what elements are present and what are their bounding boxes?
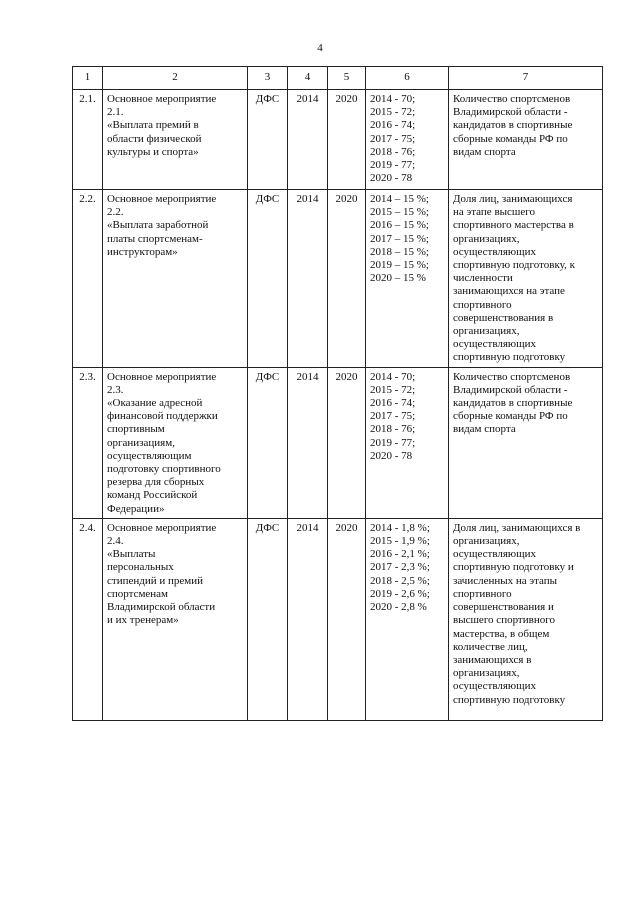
row-number: 2.1. xyxy=(73,90,103,190)
table-row xyxy=(73,90,603,190)
start-year: 2014 xyxy=(288,367,328,518)
table-row xyxy=(73,518,603,720)
header-cell-5: 5 xyxy=(328,67,366,90)
page-number: 4 xyxy=(317,42,323,54)
header-cell-4: 4 xyxy=(288,67,328,90)
event-name: Основное мероприятие 2.3. «Оказание адресной финансовой поддержки спортивным организациям, осуществляющим подготовку спортивного резерва для сборных команд Российской Федерации» xyxy=(103,367,248,518)
row-number: 2.2. xyxy=(73,190,103,368)
header-cell-7: 7 xyxy=(449,67,603,90)
end-year: 2020 xyxy=(328,190,366,368)
row-number: 2.3. xyxy=(73,367,103,518)
header-cell-6: 6 xyxy=(366,67,449,90)
row-number: 2.4. xyxy=(73,518,103,720)
indicator-text: Доля лиц, занимающихся на этапе высшего спортивного мастерства в организациях, осуществляющих спортивную подготовку, к численности занимающихся на этапе спортивного совершенствования в организациях, осуществляющих спортивную подготовку xyxy=(449,190,603,368)
indicator-text: Количество спортсменов Владимирской области - кандидатов в спортивные сборные команды РФ по видам спорта xyxy=(449,90,603,190)
table-row xyxy=(73,367,603,518)
event-name: Основное мероприятие 2.2. «Выплата заработной платы спортсменам- инструкторам» xyxy=(103,190,248,368)
header-cell-3: 3 xyxy=(248,67,288,90)
target-values: 2014 – 15 %; 2015 – 15 %; 2016 – 15 %; 2017 – 15 %; 2018 – 15 %; 2019 – 15 %; 2020 – 15 % xyxy=(366,190,449,368)
executor: ДФС xyxy=(248,90,288,190)
header-cell-2: 2 xyxy=(103,67,248,90)
table-row xyxy=(73,190,603,368)
indicator-text: Доля лиц, занимающихся в организациях, осуществляющих спортивную подготовку и зачисленных на этапы спортивного совершенствования и высшего спортивного мастерства, в общем количестве лиц, занимающихся в организациях, осуществляющих спортивную подготовку xyxy=(449,518,603,720)
end-year: 2020 xyxy=(328,90,366,190)
start-year: 2014 xyxy=(288,190,328,368)
executor: ДФС xyxy=(248,190,288,368)
end-year: 2020 xyxy=(328,518,366,720)
target-values: 2014 - 1,8 %; 2015 - 1,9 %; 2016 - 2,1 %; 2017 - 2,3 %; 2018 - 2,5 %; 2019 - 2,6 %; 2020 - 2,8 % xyxy=(366,518,449,720)
target-values: 2014 - 70; 2015 - 72; 2016 - 74; 2017 - 75; 2018 - 76; 2019 - 77; 2020 - 78 xyxy=(366,90,449,190)
header-row xyxy=(73,67,603,90)
event-name: Основное мероприятие 2.4. «Выплаты персональных стипендий и премий спортсменам Владимирской области и их тренерам» xyxy=(103,518,248,720)
indicator-text: Количество спортсменов Владимирской области - кандидатов в спортивные сборные команды РФ по видам спорта xyxy=(449,367,603,518)
target-values: 2014 - 70; 2015 - 72; 2016 - 74; 2017 - 75; 2018 - 76; 2019 - 77; 2020 - 78 xyxy=(366,367,449,518)
executor: ДФС xyxy=(248,367,288,518)
start-year: 2014 xyxy=(288,90,328,190)
end-year: 2020 xyxy=(328,367,366,518)
header-cell-1: 1 xyxy=(73,67,103,90)
event-name: Основное мероприятие 2.1. «Выплата премий в области физической культуры и спорта» xyxy=(103,90,248,190)
program-table xyxy=(72,66,603,721)
executor: ДФС xyxy=(248,518,288,720)
start-year: 2014 xyxy=(288,518,328,720)
